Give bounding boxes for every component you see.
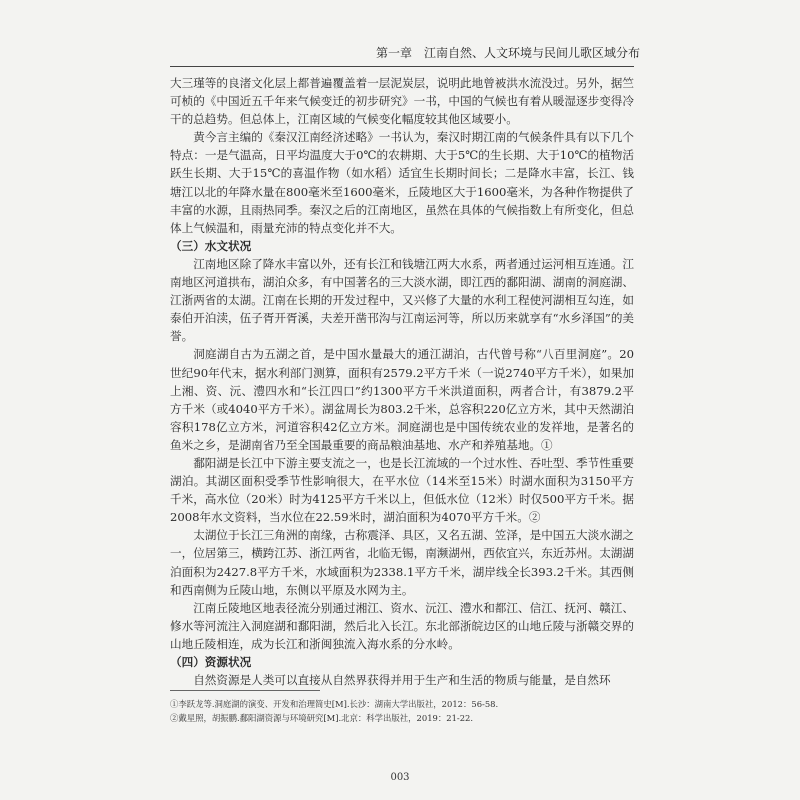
- header-rule: [170, 66, 634, 67]
- running-header: 第一章 江南自然、人文环境与民间儿歌区域分布: [375, 46, 640, 60]
- paragraph: 江南丘陵地区地表径流分别通过湘江、资水、沅江、澧水和都江、信江、抚河、赣江、修水等河流注入洞庭湖和鄱阳湖，然后北入长江。东北部浙皖边区的山地丘陵与浙赣交界的山地丘陵相连，成为长江和浙闽独流入海水系的分水岭。: [170, 600, 634, 651]
- paragraph: 鄱阳湖是长江中下游主要支流之一，也是长江流域的一个过水性、吞吐型、季节性重要湖泊。其湖区面积受季节性影响很大，在平水位（14米至15米）时湖水面积为3150平方千米，高水位（20米）时为4125平方千米以上，但低水位（12米）时仅500平方千米。据2008年水文资料，当水位在22.59米时，湖泊面积为4070平方千米。②: [170, 455, 634, 525]
- paragraph: 大三瑾等的良渚文化层上都普遍覆盖着一层泥炭层，说明此地曾被洪水流没过。另外，据竺可桢的《中国近五千年来气候变迁的初步研究》一书，中国的气候也有着从暖湿逐步变得冷干的总趋势。但总体上，江南区域的气候变化幅度较其他区域要小。: [170, 76, 634, 127]
- paragraph: 太湖位于长江三角洲的南缘，古称震泽、具区，又名五湖、笠泽，是中国五大淡水湖之一，位居第三，横跨江苏、浙江两省，北临无锡，南濒湖州，西依宜兴，东近苏州。太湖湖泊面积为2427.8平方千米，水域面积为2338.1平方千米，湖岸线全长393.2千米。其西侧和西南侧为丘陵山地，东侧以平原及水网为主。: [170, 528, 634, 597]
- footnote: ②戴星照，胡振鹏.鄱阳湖资源与环境研究[M].北京：科学出版社，2019：21-22.: [170, 713, 474, 723]
- footnote-rule: [170, 690, 320, 691]
- paragraph: 洞庭湖自古为五湖之首，是中国水量最大的通江湖泊，古代曾号称“八百里洞庭”。20世纪90年代末，据水利部门测算，面积有2579.2平方千米（一说2740平方千米），如果加上湘、资、沅、澧四水和“长江四口”约1300平方千米洪道面积，两者合计，有3879.2平方千米（或4040平方千米）。湖盆周长为803.2千米，总容积220亿立方米，其中天然湖泊容积178亿立方米，河道容积42亿立方米。洞庭湖也是中国传统农业的发祥地，是著名的鱼米之乡，是湖南省乃至全国最重要的商品粮油基地、水产和养殖基地。①: [170, 347, 635, 452]
- section-heading: （三）水文状况: [170, 238, 252, 253]
- section-heading: （四）资源状况: [170, 655, 252, 669]
- paragraph: 江南地区除了降水丰富以外，还有长江和钱塘江两大水系，两者通过运河相互连通。江南地区河道拱布，湖泊众多，有中国著名的三大淡水湖，即江西的鄱阳湖、湖南的洞庭湖、江浙两省的太湖。江南在长期的开发过程中，又兴修了大量的水利工程使河湖相互勾连，如泰伯开泊渎，伍子胥开胥溪，夫差开凿邗沟与江南运河等，所以历来就享有“水乡泽国”的美誉。: [170, 256, 635, 344]
- paragraph: 自然资源是人类可以直接从自然界获得并用于生产和生活的物质与能量，是自然环: [193, 673, 611, 688]
- footnotes: [170, 697, 634, 725]
- body-text: [170, 74, 634, 689]
- page-number: 003: [390, 772, 410, 783]
- footnote: ①李跃龙等.洞庭湖的演变、开发和治理简史[M].长沙：湖南大学出版社，2012：56-58.: [170, 699, 499, 709]
- paragraph: 黄今言主编的《秦汉江南经济述略》一书认为，秦汉时期江南的气候条件具有以下几个特点：一是气温高，日平均温度大于0℃的农耕期、大于5℃的生长期、大于10℃的植物活跃生长期、大于15℃的喜温作物（如水稻）适宜生长期时间长；二是降水丰富，长江、钱塘江以北的年降水量在800毫米至1600毫米，丘陵地区大于1600毫米，为各种作物提供了丰富的水源，且雨热同季。秦汉之后的江南地区，虽然在具体的气候指数上有所变化，但总体上气候温和，雨量充沛的特点变化并不大。: [170, 130, 634, 235]
